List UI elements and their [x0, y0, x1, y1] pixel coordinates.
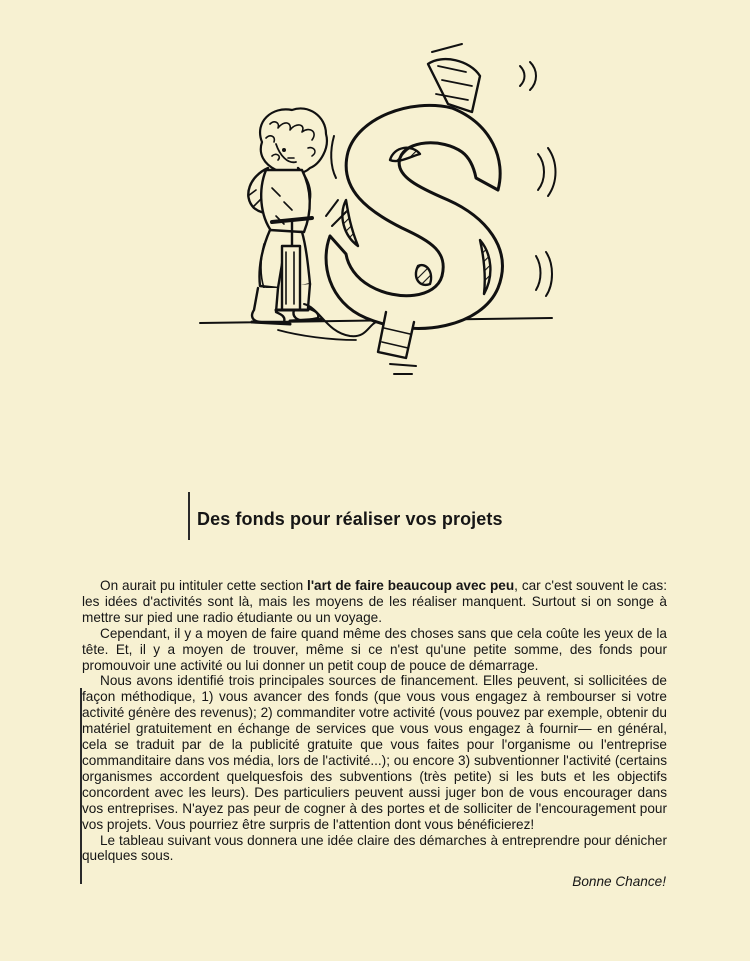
heading-vertical-rule	[188, 492, 190, 540]
signoff: Bonne Chance!	[572, 874, 666, 889]
pump-dollar-illustration	[180, 40, 580, 390]
paragraph-1-lead: On aurait pu intituler cette section	[100, 578, 308, 593]
dollar-sign	[326, 59, 502, 358]
paragraph-1-rest: , car c'est souvent le cas: les idées d'activités sont là, mais les moyens de les réaliser manquent. Surtout si on songe à mettre sur pied une radio étudiante ou un voyage.	[82, 578, 667, 625]
paragraph-2: Cependant, il y a moyen de faire quand même des choses sans que cela coûte les yeux de la tête. Et, il y a moyen de trouver, même si ce n'est qu'une petite somme, des fonds pour promouvoir une activité ou lui donner un petit coup de pouce de démarrage.	[82, 625, 667, 673]
article-body	[82, 578, 667, 864]
page-title: Des fonds pour réaliser vos projets	[197, 509, 503, 529]
paragraph-4: Le tableau suivant vous donnera une idée claire des démarches à entreprendre pour dénicher quelques sous.	[82, 832, 667, 864]
paragraph-1	[82, 578, 667, 626]
paragraph-3: Nous avons identifié trois principales sources de financement. Elles peuvent, si sollicitées de façon méthodique, 1) vous avancer des fonds (que vous vous engagez à rembourser si votre activité génère des revenus); 2) commanditer votre activité (vous pouvez par exemple, obtenir du matériel gratuitement en échange de services que vous vous engagez à fournir— en général, cela se traduit par de la publicité gratuite que vous faites pour l'organisme ou l'entreprise commanditaire dans vos média, lors de l'activité...); ou encore 3) subventionner l'activité (certains organismes accordent quelquesfois des subventions (très petite) si les buts et les objectifs concordent avec les leurs). Des particuliers peuvent aussi juger bon de vous encourager dans vos entreprises. N'ayez pas peur de cogner à des portes et de solliciter de l'encouragement pour vos projets. Vous pourriez être surpris de l'attention dont vous bénéficierez!	[82, 673, 667, 832]
paragraph-1-emphasis: l'art de faire beaucoup avec peu	[307, 578, 515, 593]
